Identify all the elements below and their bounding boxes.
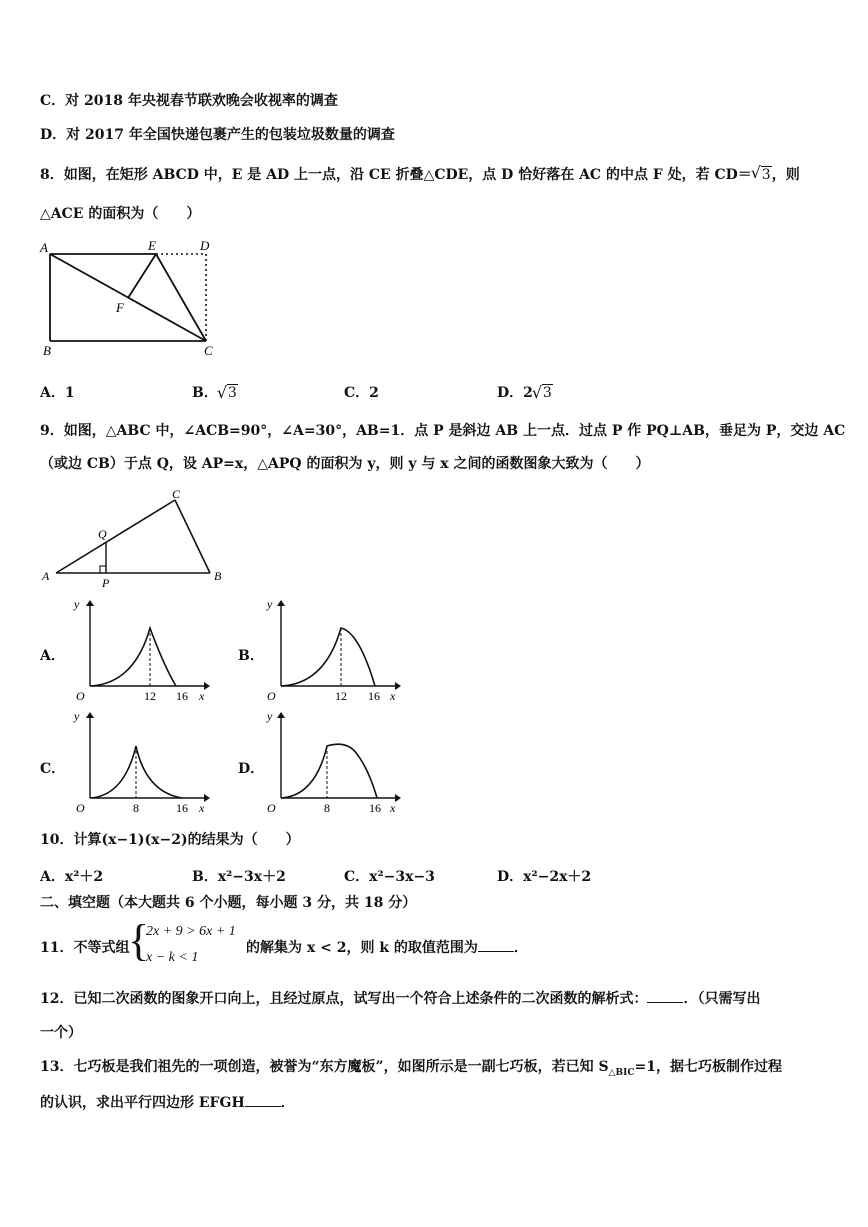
label-c: C (172, 488, 181, 501)
svg-text:O: O (76, 689, 85, 703)
graph-c (64, 708, 214, 818)
svg-text:y: y (74, 709, 80, 723)
q8-rectangle-figure (38, 236, 238, 361)
svg-text:16: 16 (369, 801, 381, 815)
label-e: E (148, 238, 156, 253)
label-p: P (102, 576, 110, 588)
answer-blank[interactable] (478, 939, 514, 952)
q9-stem-line2: （或边 CB）于点 Q，设 AP=x，△APQ 的面积为 y，则 y 与 x 之间的函数图象大致为（ ） (40, 456, 650, 472)
svg-text:y: y (74, 597, 80, 611)
svg-text:x: x (199, 801, 205, 815)
graph-a (64, 596, 214, 706)
label-a: A (40, 240, 48, 255)
svg-text:8: 8 (324, 801, 330, 815)
svg-text:16: 16 (176, 689, 188, 703)
q11-eq2: x − k < 1 (146, 950, 199, 965)
svg-text:x: x (390, 689, 396, 703)
graph-d (255, 708, 405, 818)
q8-tail: ，则 (771, 167, 800, 183)
graph-c-label: C． (40, 761, 66, 777)
label-d: D (200, 238, 210, 253)
option-c-q7: C．对 2018 年央视春节联欢晚会收视率的调查 (40, 93, 338, 109)
svg-text:16: 16 (176, 801, 188, 815)
q8-option-a: A．1 (40, 385, 75, 401)
graph-b-label: B． (238, 648, 264, 664)
svg-text:12: 12 (144, 689, 156, 703)
q10-option-b: B．x²−3x＋2 (192, 869, 286, 885)
q11-prefix: 11．不等式组 (40, 940, 130, 956)
svg-text:O: O (76, 801, 85, 815)
svg-text:12: 12 (335, 689, 347, 703)
graph-d-label: D． (238, 761, 265, 777)
svg-text:16: 16 (368, 689, 380, 703)
answer-blank[interactable] (647, 990, 683, 1003)
svg-text:x: x (390, 801, 396, 815)
label-q: Q (98, 527, 107, 541)
graph-a-label: A． (40, 648, 65, 664)
svg-text:y: y (267, 709, 273, 723)
q10-option-c: C．x²−3x−3 (344, 869, 435, 885)
q12-stem-line2: 一个） (40, 1025, 82, 1041)
label-f: F (116, 300, 124, 315)
svg-text:y: y (267, 597, 273, 611)
q13-stem-line1: 13．七巧板是我们祖先的一项创造，被誉为“东方魔板”，如图所示是一副七巧板，若已知 $S_{\triangle BIC}=1$，据七巧板制作过程 (40, 1059, 782, 1078)
q13-stem-line2: 的认识，求出平行四边形 EFGH ． (40, 1095, 295, 1111)
label-b: B (43, 343, 51, 358)
q10-option-a: A．x²＋2 (40, 869, 104, 885)
option-d-q7: D．对 2017 年全国快递包裹产生的包装垃圾数量的调查 (40, 127, 395, 143)
q10-option-d: D．x²−2x＋2 (497, 869, 592, 885)
q11-system: { 2x + 9 > 6x + 1 x − k < 1 (128, 916, 236, 965)
q9-stem-line1: 9．如图，△ABC 中，∠ACB=90°，∠A=30°，AB=1．点 P 是斜边 AB 上一点．过点 P 作 PQ⊥AB，垂足为 P，交边 AC (40, 423, 846, 439)
q12-stem-line1: 12．已知二次函数的图象开口向上，且经过原点，试写出一个符合上述条件的二次函数的解析式： ．（只需写出 (40, 991, 761, 1007)
q8-text: 8．如图，在矩形 ABCD 中，E 是 AD 上一点，沿 CE 折叠△CDE，点 D 恰好落在 AC 的中点 F 处，若 CD＝ (40, 167, 752, 183)
q10-stem: 10．计算(x−1)(x−2)的结果为（ ） (40, 832, 300, 848)
q11-eq1: 2x + 9 > 6x + 1 (146, 924, 236, 939)
q8-option-d: D．2√ 3 (497, 382, 553, 402)
label-a: A (42, 569, 50, 583)
svg-text:x: x (199, 689, 205, 703)
q9-triangle-figure (38, 488, 238, 588)
q8-option-b: B．√ 3 (192, 382, 238, 402)
label-c: C (204, 343, 213, 358)
label-b: B (214, 569, 222, 583)
sqrt-symbol: √ 3 (752, 166, 772, 184)
q11-suffix: 的解集为 x < 2，则 k 的取值范围为 ． (246, 940, 528, 956)
graph-b (255, 596, 405, 706)
svg-text:8: 8 (133, 801, 139, 815)
section-2-heading: 二、填空题（本大题共 6 个小题，每小题 3 分，共 18 分） (40, 895, 417, 911)
q8-option-c: C．2 (344, 385, 379, 401)
svg-text:O: O (267, 801, 276, 815)
q8-stem-line1 (40, 166, 800, 184)
svg-text:O: O (267, 689, 276, 703)
q8-stem-line2: △ACE 的面积为（ ） (40, 206, 201, 222)
answer-blank[interactable] (245, 1094, 281, 1107)
